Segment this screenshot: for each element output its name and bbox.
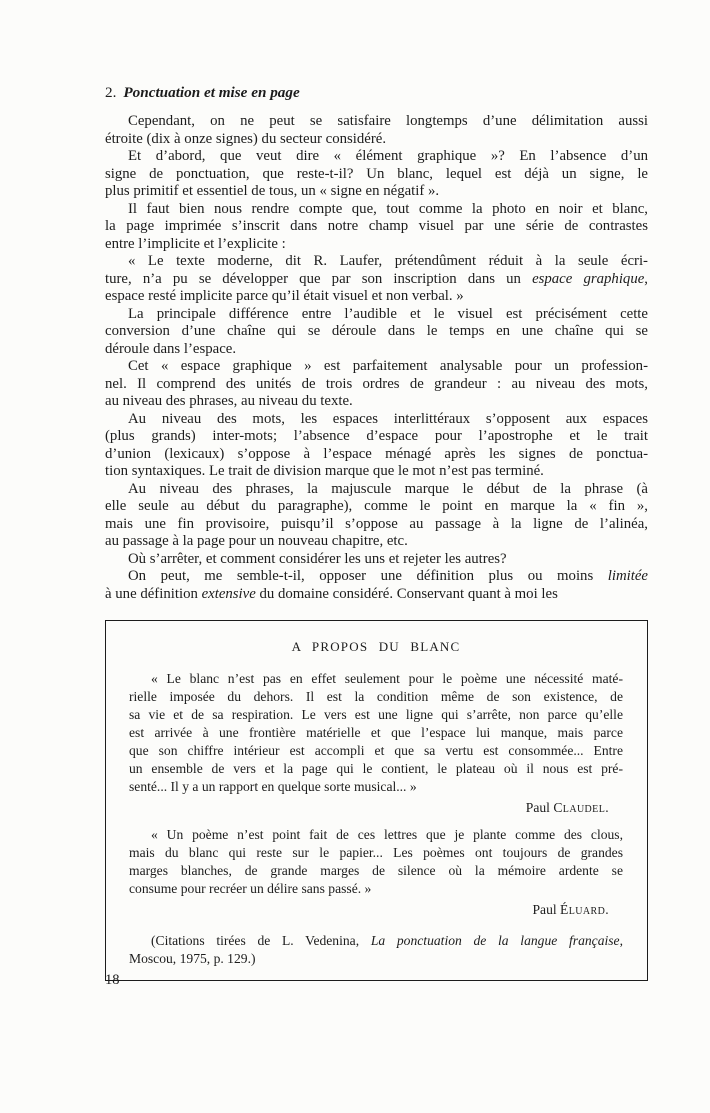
paragraph [105, 481, 648, 551]
quote-paragraph [129, 670, 623, 796]
text-line: espace resté implicite parce qu’il était visuel et non verbal. » [105, 288, 464, 304]
text-line: senté... Il y a un rapport en quelque sorte musical... » [129, 779, 417, 794]
text-line: Cependant, on ne peut se satisfaire longtemps d’une délimitation aussi [128, 113, 648, 129]
quote-paragraph [129, 826, 623, 898]
text-line: nel. Il comprend des unités de trois ordres de grandeur : au niveau des mots, [105, 375, 648, 392]
quote-attribution [129, 901, 609, 919]
text-line: mais une fin provisoire, puisqu’il s’oppose au passage à la ligne de l’alinéa, [105, 515, 648, 532]
page-content [105, 84, 648, 981]
paragraph [105, 306, 648, 359]
sidebar-box [105, 620, 648, 981]
section-number: 2. [105, 84, 117, 101]
text-line: La principale différence entre l’audible et le visuel est précisément cette [128, 305, 648, 322]
page-number: 18 [105, 972, 120, 988]
text-line: « Un poème n’est point fait de ces lettres que je plante comme des clous, [151, 827, 623, 842]
section-title: Ponctuation et mise en page [123, 84, 300, 101]
text-line: rielle imposée du dehors. Il est la condition même de son existence, de [129, 689, 623, 704]
citation [129, 932, 623, 968]
text-line: tion syntaxiques. Le trait de division marque que le mot n’est pas terminé. [105, 463, 544, 479]
text-line: (plus grands) inter-mots; l’absence d’espace pour l’apostrophe et le trait [105, 428, 648, 444]
text-line: Moscou, 1975, p. 129.) [129, 951, 256, 966]
paragraph [105, 148, 648, 201]
text-line: est arrivée à une frontière matérielle et que l’espace lui manque, mais parce [129, 725, 623, 740]
text-line: au niveau des phrases, au niveau du texte. [105, 393, 353, 409]
text-line: Et d’abord, que veut dire « élément graphique »? En l’absence d’un [128, 148, 648, 164]
text-line: (Citations tirées de L. Vedenina, La ponctuation de la langue française, [151, 933, 623, 948]
attribution-last-name: Éluard. [560, 902, 609, 917]
paragraph [105, 201, 648, 254]
text-line: à une définition extensive du domaine considéré. Conservant quant à moi les [105, 585, 558, 602]
text-line: déroule dans l’espace. [105, 340, 237, 357]
text-line: signe de ponctuation, que reste-t-il? Un blanc, lequel est déjà un signe, le [105, 165, 648, 182]
paragraph [105, 113, 648, 148]
text-line: ture, n’a pu se développer que par son inscription dans un espace graphique, [105, 270, 648, 287]
text-line: elle seule au début du paragraphe), comme le point en marque la « fin », [105, 498, 648, 514]
text-line: Au niveau des phrases, la majuscule marque le début de la phrase (à [128, 480, 648, 497]
paragraph [105, 411, 648, 481]
paragraph [105, 568, 648, 603]
attribution-first-name: Paul [532, 902, 561, 917]
section-heading [105, 84, 648, 102]
text-line: au passage à la page pour un nouveau chapitre, etc. [105, 533, 408, 549]
text-line: entre l’implicite et l’explicite : [105, 235, 286, 252]
text-line: la page imprimée s’inscrit dans notre champ visuel par une série de contrastes [105, 218, 648, 234]
text-line: marges blanches, de grande marges de silence où la mémoire ardente se [129, 863, 623, 878]
paragraph [105, 551, 648, 569]
text-line: d’union (lexicaux) s’oppose à l’espace ménagé après les signes de ponctua- [105, 445, 648, 462]
text-line: étroite (dix à onze signes) du secteur considéré. [105, 130, 387, 147]
text-line: conversion d’une chaîne qui se déroule dans le temps en une chaîne qui se [105, 323, 648, 339]
attribution-first-name: Paul [525, 800, 554, 815]
attribution-last-name: Claudel. [553, 800, 609, 815]
text-line: un ensemble de vers et la page qui le contient, le plateau où il nous est pré- [129, 761, 623, 776]
text-line: consume pour recréer un délire sans passé. » [129, 881, 372, 896]
paragraph [105, 253, 648, 306]
text-line: Cet « espace graphique » est parfaitement analysable pour un profession- [128, 358, 648, 374]
box-title: A PROPOS DU BLANC [291, 639, 461, 654]
quote-attribution [129, 799, 609, 817]
text-line: que son chiffre intérieur est accompli et que sa vertu est consommée... Entre [129, 743, 623, 758]
text-line: Au niveau des mots, les espaces interlittéraux s’opposent aux espaces [128, 410, 648, 427]
text-line: « Le blanc n’est pas en effet seulement pour le poème une nécessité maté- [151, 671, 623, 686]
text-line: Il faut bien nous rendre compte que, tout comme la photo en noir et blanc, [128, 200, 648, 217]
text-line: Où s’arrêter, et comment considérer les uns et rejeter les autres? [128, 550, 507, 567]
text-line: plus primitif et essentiel de tous, un « signe en négatif ». [105, 183, 440, 199]
text-line: mais du blanc qui reste sur le papier... Les poèmes ont toujours de grandes [129, 845, 623, 860]
text-line: sa vie et de sa respiration. Le vers est une ligne qui s’arrête, non parce qu’elle [129, 707, 623, 722]
text-line: « Le texte moderne, dit R. Laufer, prétendûment réduit à la seule écri- [128, 253, 648, 269]
paragraph [105, 358, 648, 411]
text-line: On peut, me semble-t-il, opposer une définition plus ou moins limitée [128, 568, 648, 584]
